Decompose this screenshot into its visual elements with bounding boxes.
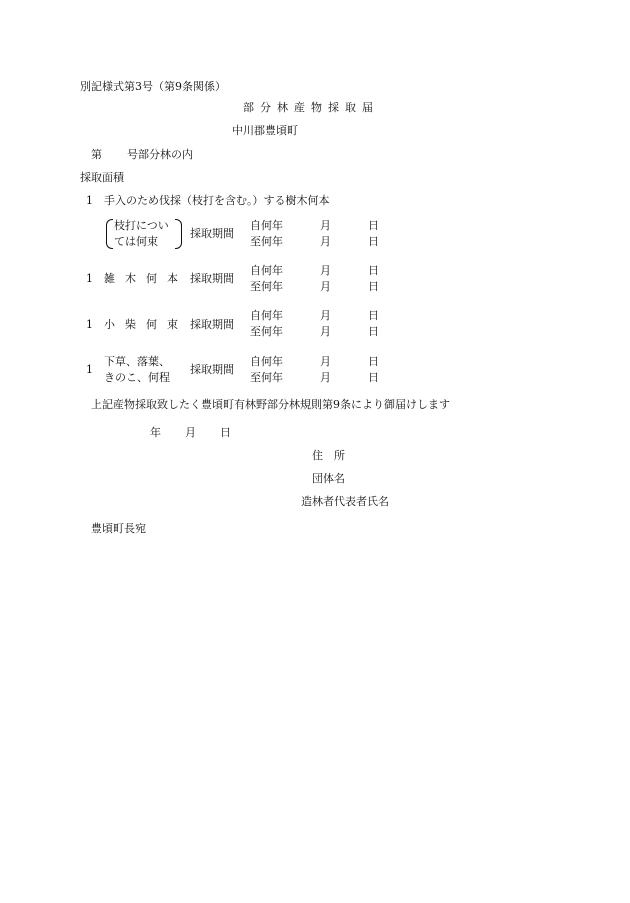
period-day: 日 xyxy=(368,219,379,232)
period-to: 至何年 xyxy=(250,325,283,338)
period-to: 至何年 xyxy=(250,371,283,384)
row-label-miscellaneous-trees: 雑木何本 xyxy=(104,272,188,285)
row-number: 1 xyxy=(86,272,93,285)
period-to: 至何年 xyxy=(250,280,283,293)
bracket-left xyxy=(106,219,113,249)
period-month: 月 xyxy=(320,355,331,368)
forest-number-suffix: 号部分林の内 xyxy=(127,148,193,161)
period-day: 日 xyxy=(368,264,379,277)
form-reference: 別記様式第3号（第9条関係） xyxy=(80,80,226,93)
item-number: 1 xyxy=(86,194,93,207)
period-from: 自何年 xyxy=(250,309,283,322)
town-name: 中川郡豊頃町 xyxy=(232,124,298,137)
period-month: 月 xyxy=(320,309,331,322)
addressee: 豊頃町長宛 xyxy=(91,522,146,535)
period-label: 採取期間 xyxy=(190,272,234,285)
period-month: 月 xyxy=(320,264,331,277)
period-day: 日 xyxy=(368,280,379,293)
row-label-undergrowth-line-1: 下草、落葉、 xyxy=(104,355,170,368)
forest-number-prefix: 第 xyxy=(91,148,102,161)
period-to: 至何年 xyxy=(250,235,283,248)
period-month: 月 xyxy=(320,325,331,338)
period-month: 月 xyxy=(320,219,331,232)
date-month: 月 xyxy=(185,426,196,439)
declaration-text: 上記産物採取致したく豊頃町有林野部分林規則第9条により御届けします xyxy=(91,398,450,411)
period-day: 日 xyxy=(368,235,379,248)
group-name-label: 団体名 xyxy=(312,472,345,485)
date-year: 年 xyxy=(150,426,161,439)
row-label-brushwood: 小柴何束 xyxy=(104,318,188,331)
period-day: 日 xyxy=(368,325,379,338)
period-day: 日 xyxy=(368,371,379,384)
row-label-undergrowth-line-2: きのこ、何程 xyxy=(104,371,170,384)
period-from: 自何年 xyxy=(250,219,283,232)
period-month: 月 xyxy=(320,371,331,384)
address-label: 住 所 xyxy=(312,449,345,462)
period-label: 採取期間 xyxy=(190,363,234,376)
pruning-line-1: 枝打につい xyxy=(114,219,169,232)
representative-name-label: 造林者代表者氏名 xyxy=(301,495,389,508)
pruning-line-2: ては何束 xyxy=(114,235,158,248)
document-title: 部分林産物採取届 xyxy=(243,101,379,114)
item-thinning-text: 手入のため伐採（枝打を含む。）する樹木何本 xyxy=(104,194,330,207)
period-day: 日 xyxy=(368,355,379,368)
bracket-right xyxy=(175,219,182,249)
row-number: 1 xyxy=(86,363,93,376)
row-number: 1 xyxy=(86,318,93,331)
period-label: 採取期間 xyxy=(190,318,234,331)
area-label: 採取面積 xyxy=(80,171,124,184)
date-day: 日 xyxy=(220,426,231,439)
period-month: 月 xyxy=(320,280,331,293)
period-from: 自何年 xyxy=(250,264,283,277)
period-from: 自何年 xyxy=(250,355,283,368)
period-month: 月 xyxy=(320,235,331,248)
period-day: 日 xyxy=(368,309,379,322)
period-label: 採取期間 xyxy=(190,227,234,240)
